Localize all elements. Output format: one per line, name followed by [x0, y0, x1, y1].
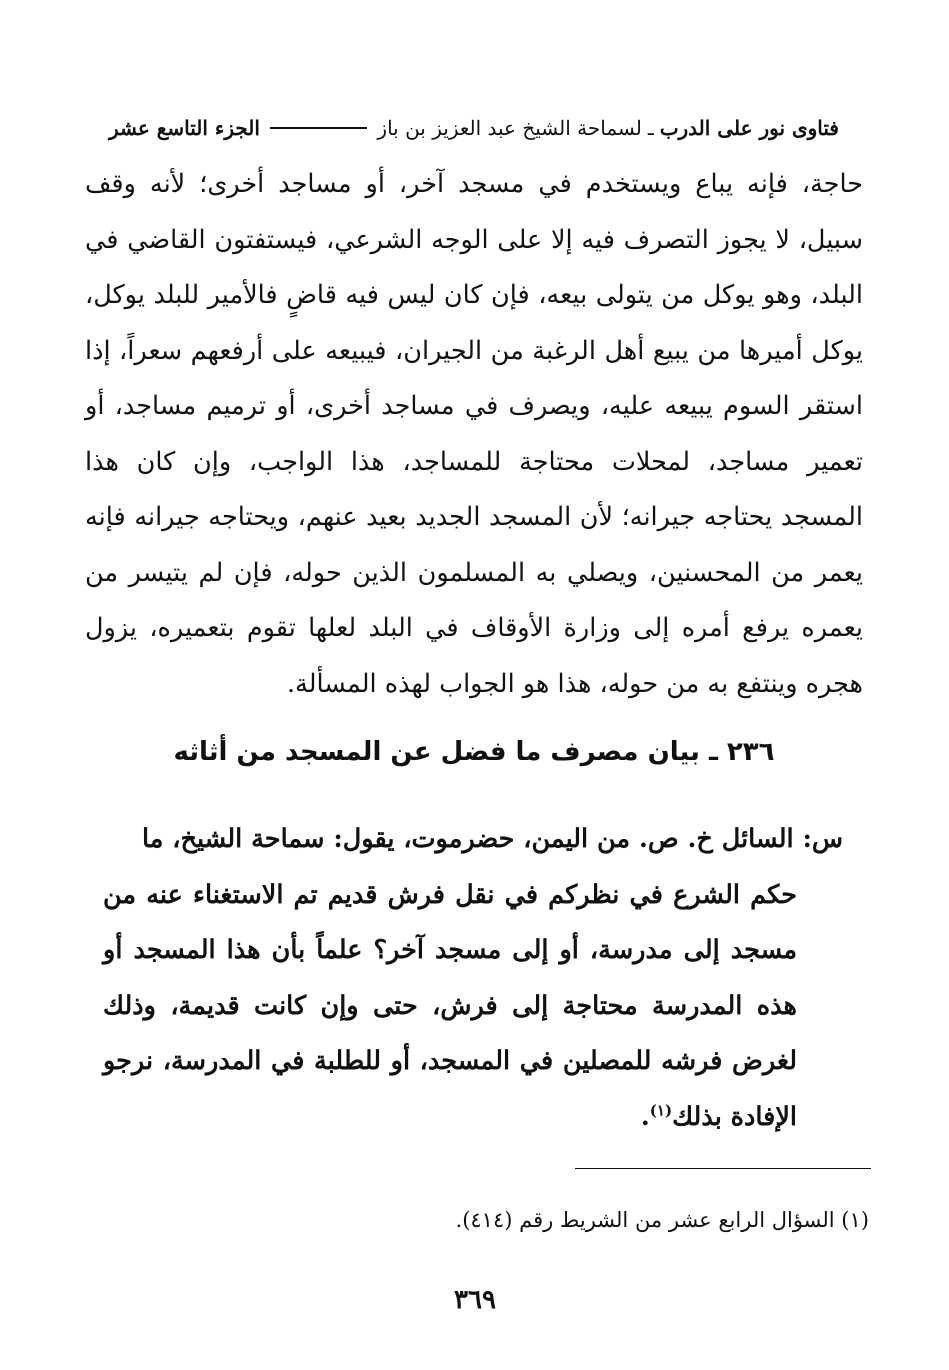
header-author: لسماحة الشيخ عبد العزيز بن باز [377, 116, 642, 140]
question-body [103, 868, 843, 1146]
question-first-line-text: السائل خ. ص. من اليمن، حضرموت، يقول: سماحة الشيخ، ما [141, 824, 794, 854]
body-paragraph: حاجة، فإنه يباع ويستخدم في مسجد آخر، أو مساجد أخرى؛ لأنه وقف سبيل، لا يجوز التصرف فيه إلا على الوجه الشرعي، فيستفتون القاضي في البلد، وهو يوكل من يتولى بيعه، فإن كان ليس فيه قاضٍ فالأمير للبلد يوكل، يوكل أميرها من يبيع أهل الرغبة من الجيران، فيبيعه على أرفعهم سعراً، إذا استقر السوم يبيعه عليه، ويصرف في مساجد أخرى، أو ترميم مساجد، أو تعمير مساجد، لمحلات محتاجة للمساجد، هذا الواجب، وإن كان هذا المسجد يحتاجه جيرانه؛ لأن المسجد الجديد بعيد عنهم، ويحتاجه جيرانه فإنه يعمر من المحسنين، ويصلي به المسلمون الذين حوله، فإن لم يتيسر من يعمره يرفع أمره إلى وزارة الأوقاف في البلد لعلها تقوم بتعميره، يزول هجره وينتفع به من حوله، هذا هو الجواب لهذه المسألة. [85, 169, 863, 699]
question-end: . [640, 1101, 650, 1132]
question-body-text: حكم الشرع في نظركم في نقل فرش قديم تم الاستغناء عنه من مسجد إلى مدرسة، أو إلى مسجد آخر؟ علماً بأن هذا المسجد أو هذه المدرسة محتاجة إلى فرش، حتى وإن كانت قديمة، وذلك لغرض فرشه للمصلين في المسجد، أو للطلبة في المدرسة، نرجو الإفادة بذلك [103, 879, 797, 1132]
header-book-title: فتاوى نور على الدرب [659, 116, 839, 140]
page-number: ٣٦٩ [454, 1285, 496, 1315]
header-rule [270, 127, 367, 129]
section-heading: ٢٣٦ ـ بيان مصرف ما فضل عن المسجد من أثاثه [173, 737, 775, 767]
question-label: س: [802, 824, 843, 854]
footnote-separator [575, 1168, 871, 1169]
footnote-reference[interactable]: (١) [649, 1101, 673, 1119]
question-block [103, 812, 843, 1145]
question-first-line [103, 812, 843, 868]
running-header [109, 110, 839, 146]
header-part-number: الجزء التاسع عشر [109, 116, 260, 140]
answer-continuation [85, 157, 863, 712]
header-dash: ـ [647, 116, 654, 140]
footnote: (١) السؤال الرابع عشر من الشريط رقم (٤١٤). [455, 1208, 869, 1232]
